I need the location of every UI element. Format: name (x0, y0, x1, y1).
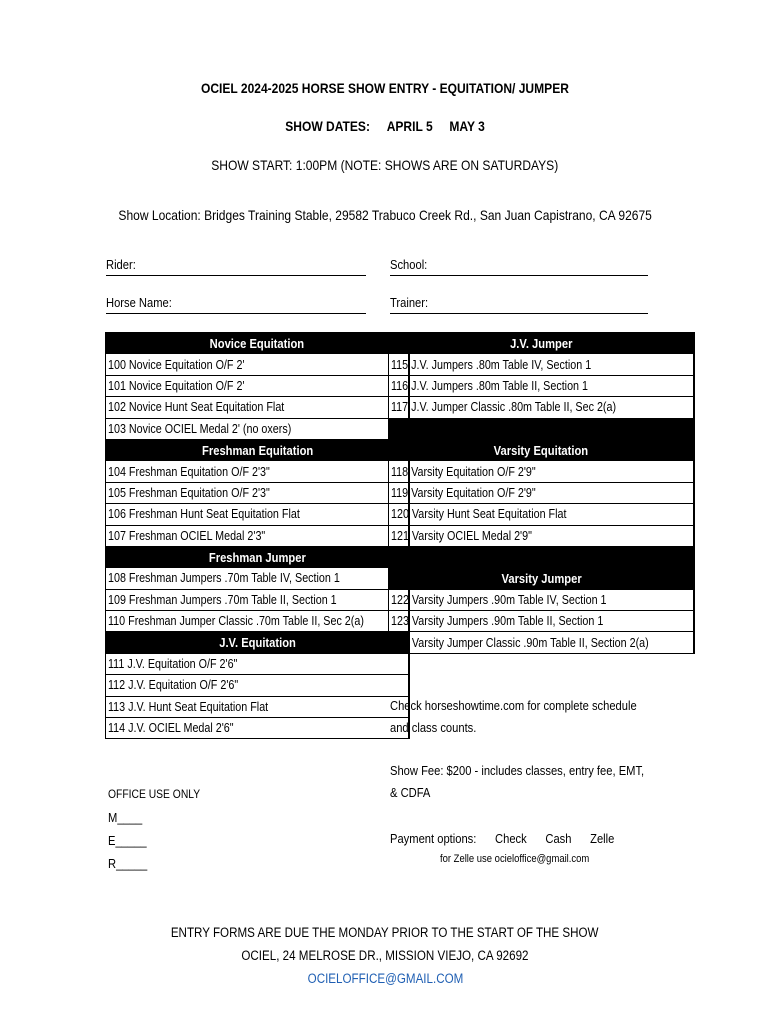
class-entry-checkbox[interactable] (693, 611, 694, 632)
payment-options (390, 828, 651, 850)
class-row (106, 397, 410, 418)
class-row (389, 525, 695, 546)
class-name: 114 J.V. OCIEL Medal 2'6" (106, 718, 409, 739)
class-entry-checkbox[interactable] (693, 461, 694, 482)
class-row (389, 589, 695, 610)
class-row (389, 375, 695, 396)
class-entry-checkbox[interactable] (693, 525, 694, 546)
class-row (106, 354, 410, 375)
show-date-1: APRIL 5 (386, 118, 433, 134)
class-entry-checkbox[interactable] (693, 354, 694, 375)
class-entry-checkbox[interactable] (693, 632, 694, 653)
class-name: 118 Varsity Equitation O/F 2'9" (389, 461, 694, 482)
class-row (389, 504, 695, 525)
section-header (106, 333, 410, 354)
section-header-label: Freshman Jumper (106, 546, 410, 567)
office-address: OCIEL, 24 MELROSE DR., MISSION VIEJO, CA 92692 (241, 948, 529, 963)
class-name: 123 Varsity Jumpers .90m Table II, Section 1 (389, 611, 694, 632)
class-name: 101 Novice Equitation O/F 2' (106, 375, 409, 396)
show-dates-label: SHOW DATES: (285, 118, 370, 134)
class-name: 122 Varsity Jumpers .90m Table IV, Section 1 (389, 589, 694, 610)
class-row (389, 632, 695, 653)
show-dates (0, 118, 770, 134)
class-row (106, 504, 410, 525)
class-row (106, 611, 410, 632)
spacer-row (389, 418, 695, 439)
zelle-note: for Zelle use ocieloffice@gmail.com (440, 853, 590, 865)
payment-label: Payment options: (390, 831, 477, 846)
left-class-table (105, 332, 410, 739)
class-name: 102 Novice Hunt Seat Equitation Flat (106, 397, 409, 418)
spacer-row (389, 546, 695, 567)
due-notice: ENTRY FORMS ARE DUE THE MONDAY PRIOR TO THE START OF THE SHOW (171, 925, 599, 940)
class-row (389, 461, 695, 482)
spacer-cell (389, 418, 695, 439)
class-name: 100 Novice Equitation O/F 2' (106, 354, 409, 375)
class-row (106, 418, 410, 439)
class-row (106, 375, 410, 396)
class-row (389, 611, 695, 632)
spacer-cell (389, 546, 695, 567)
class-row (106, 568, 410, 589)
payment-cash: Cash (545, 831, 572, 846)
section-header (389, 439, 695, 460)
office-use-label: OFFICE USE ONLY (108, 787, 201, 801)
trainer-field[interactable]: Trainer: (390, 295, 648, 314)
class-row (106, 525, 410, 546)
show-fee: Show Fee: $200 - includes classes, entry fee, EMT, & CDFA (390, 763, 645, 800)
class-name: 105 Freshman Equitation O/F 2'3" (106, 482, 409, 503)
class-name: 116 J.V. Jumpers .80m Table II, Section 1 (389, 375, 694, 396)
payment-check: Check (495, 831, 527, 846)
class-name: 106 Freshman Hunt Seat Equitation Flat (106, 504, 409, 525)
section-header-label: Freshman Equitation (106, 439, 410, 460)
section-header-label: Varsity Jumper (389, 568, 695, 589)
class-name: 121 Varsity OCIEL Medal 2'9" (389, 525, 694, 546)
class-row (106, 696, 410, 717)
office-e: E_____ (108, 833, 147, 848)
show-location: Show Location: Bridges Training Stable, 29582 Trabuco Creek Rd., San Juan Capistrano, CA 92675 (118, 207, 652, 223)
class-name: 120 Varsity Hunt Seat Equitation Flat (389, 504, 694, 525)
class-row (106, 675, 410, 696)
class-name: 107 Freshman OCIEL Medal 2'3" (106, 525, 409, 546)
class-entry-checkbox[interactable] (693, 397, 694, 418)
class-row (389, 397, 695, 418)
class-name: 109 Freshman Jumpers .70m Table II, Section 1 (106, 589, 409, 610)
class-name: 119 Varsity Equitation O/F 2'9" (389, 482, 694, 503)
class-name: 110 Freshman Jumper Classic .70m Table II, Sec 2(a) (106, 611, 409, 632)
class-entry-checkbox[interactable] (693, 504, 694, 525)
payment-zelle: Zelle (590, 831, 615, 846)
class-entry-checkbox[interactable] (693, 589, 694, 610)
section-header (106, 439, 410, 460)
section-header (389, 333, 695, 354)
schedule-note: Check horseshowtime.com for complete schedule and class counts. (390, 698, 637, 735)
section-header (389, 568, 695, 589)
class-entry-checkbox[interactable] (693, 482, 694, 503)
class-entry-checkbox[interactable] (693, 375, 694, 396)
class-name: 111 J.V. Equitation O/F 2'6" (106, 653, 409, 674)
office-r: R_____ (108, 856, 148, 871)
class-row (106, 482, 410, 503)
class-name: 117 J.V. Jumper Classic .80m Table II, Sec 2(a) (389, 397, 694, 418)
class-row (106, 718, 410, 739)
show-date-2: MAY 3 (449, 118, 485, 134)
show-start: SHOW START: 1:00PM (NOTE: SHOWS ARE ON SATURDAYS) (211, 157, 559, 173)
school-field[interactable]: School: (390, 257, 648, 276)
class-entry-checkbox[interactable] (408, 675, 409, 696)
section-header (106, 546, 410, 567)
class-name: 115 J.V. Jumpers .80m Table IV, Section 1 (389, 354, 694, 375)
class-name: 103 Novice OCIEL Medal 2' (no oxers) (106, 418, 409, 439)
class-row (106, 589, 410, 610)
class-name: 113 J.V. Hunt Seat Equitation Flat (106, 696, 409, 717)
section-header-label: J.V. Equitation (106, 632, 410, 653)
right-class-table (388, 332, 695, 654)
section-header-label: Varsity Equitation (389, 439, 695, 460)
class-name: 112 J.V. Equitation O/F 2'6" (106, 675, 409, 696)
form-title: OCIEL 2024-2025 HORSE SHOW ENTRY - EQUITATION/ JUMPER (201, 80, 569, 96)
class-row (106, 461, 410, 482)
class-name: 108 Freshman Jumpers .70m Table IV, Section 1 (106, 568, 409, 589)
class-name: 124 Varsity Jumper Classic .90m Table II, Section 2(a) (389, 632, 694, 653)
class-row (389, 482, 695, 503)
office-m: M____ (108, 810, 143, 825)
class-name: 104 Freshman Equitation O/F 2'3" (106, 461, 409, 482)
class-row (106, 653, 410, 674)
class-entry-checkbox[interactable] (408, 653, 409, 674)
office-email[interactable]: OCIELOFFICE@GMAIL.COM (307, 971, 463, 986)
rider-field[interactable]: Rider: (106, 257, 366, 276)
section-header-label: J.V. Jumper (389, 333, 695, 354)
section-header-label: Novice Equitation (106, 333, 410, 354)
horse-name-field[interactable]: Horse Name: (106, 295, 366, 314)
class-row (389, 354, 695, 375)
section-header (106, 632, 410, 653)
